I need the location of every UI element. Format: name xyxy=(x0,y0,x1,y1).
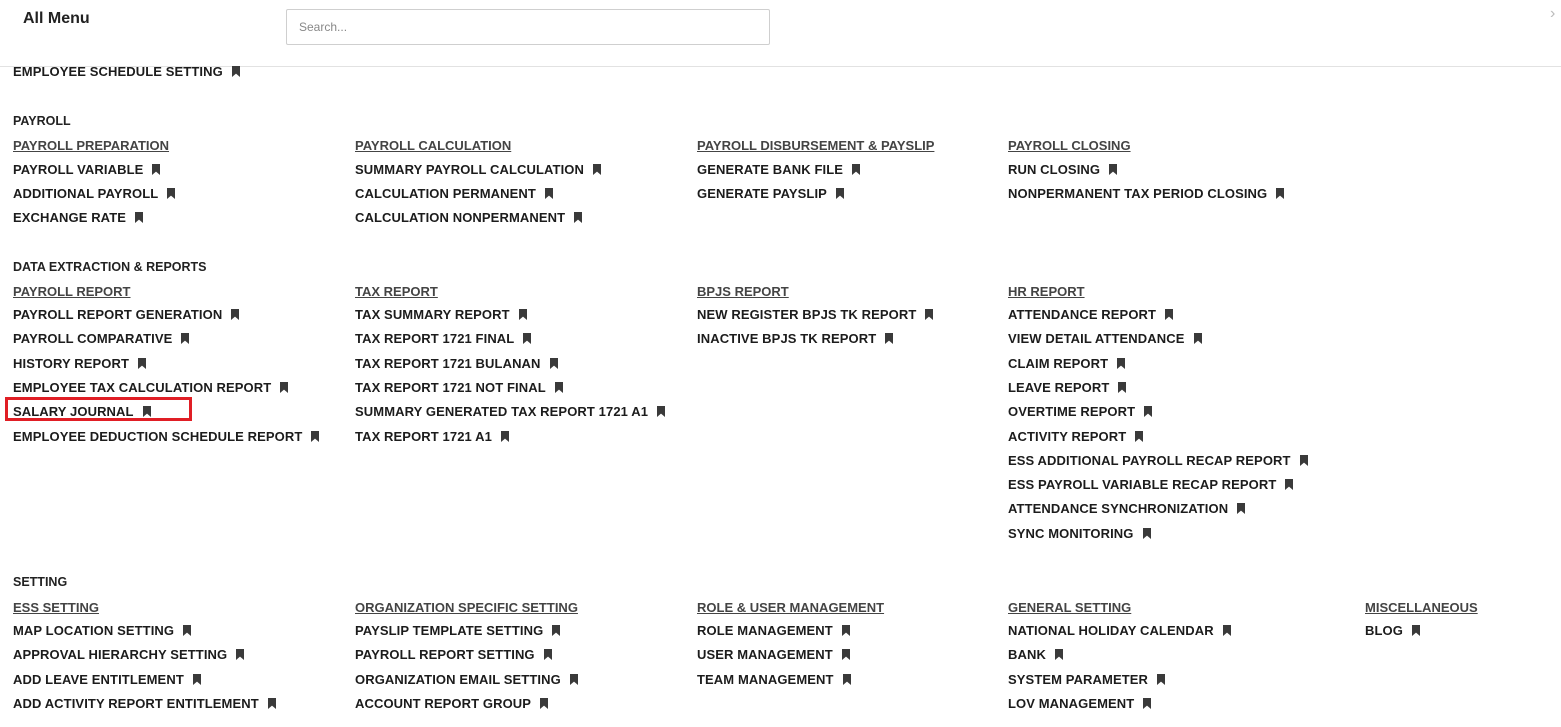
menu-item-additional-payroll[interactable] xyxy=(13,186,175,202)
menu-item-label: SYNC MONITORING xyxy=(1008,526,1134,541)
menu-item-label: INACTIVE BPJS TK REPORT xyxy=(697,331,877,346)
section-title-reports: DATA EXTRACTION & REPORTS xyxy=(13,260,207,274)
section-title-payroll: PAYROLL xyxy=(13,114,71,128)
menu-item-label: PAYROLL REPORT SETTING xyxy=(355,647,535,662)
menu-item-employee-schedule-setting[interactable] xyxy=(13,64,240,80)
menu-item-attendance-synchronization[interactable] xyxy=(1008,501,1245,517)
bookmark-icon[interactable] xyxy=(555,381,563,396)
menu-item-label: LEAVE REPORT xyxy=(1008,380,1110,395)
menu-item-claim-report[interactable] xyxy=(1008,356,1125,372)
menu-item-label: SUMMARY PAYROLL CALCULATION xyxy=(355,162,585,177)
bookmark-icon[interactable] xyxy=(183,624,191,639)
bookmark-icon[interactable] xyxy=(852,163,860,178)
menu-item-label: ATTENDANCE REPORT xyxy=(1008,307,1157,322)
bookmark-icon[interactable] xyxy=(1143,527,1151,542)
menu-item-payroll-report-generation[interactable] xyxy=(13,307,239,323)
menu-item-blog[interactable] xyxy=(1365,623,1420,639)
menu-item-role-management[interactable] xyxy=(697,623,850,639)
menu-item-summary-generated-tax-report-1721-a1[interactable] xyxy=(355,404,665,420)
menu-item-label: ROLE MANAGEMENT xyxy=(697,623,833,638)
menu-item-attendance-report[interactable] xyxy=(1008,307,1173,323)
menu-item-label: BANK xyxy=(1008,647,1046,662)
menu-item-label: NATIONAL HOLIDAY CALENDAR xyxy=(1008,623,1214,638)
menu-item-bank[interactable] xyxy=(1008,647,1063,663)
bookmark-icon[interactable] xyxy=(135,211,143,226)
menu-item-tax-report-1721-a1[interactable] xyxy=(355,429,509,445)
bookmark-icon[interactable] xyxy=(544,648,552,663)
menu-item-label: NEW REGISTER BPJS TK REPORT xyxy=(697,307,917,322)
bookmark-icon[interactable] xyxy=(552,624,560,639)
bookmark-icon[interactable] xyxy=(836,187,844,202)
bookmark-icon[interactable] xyxy=(1300,454,1308,469)
bookmark-icon[interactable] xyxy=(1055,648,1063,663)
menu-item-label: PAYSLIP TEMPLATE SETTING xyxy=(355,623,544,638)
menu-item-team-management[interactable] xyxy=(697,672,851,688)
menu-item-label: GENERATE BANK FILE xyxy=(697,162,844,177)
menu-item-sync-monitoring[interactable] xyxy=(1008,526,1151,542)
menu-item-exchange-rate[interactable] xyxy=(13,210,143,226)
bookmark-icon[interactable] xyxy=(885,332,893,347)
menu-item-label: TAX REPORT 1721 BULANAN xyxy=(355,356,541,371)
bookmark-icon[interactable] xyxy=(593,163,601,178)
menu-item-label: ADD ACTIVITY REPORT ENTITLEMENT xyxy=(13,696,259,711)
highlight-box xyxy=(5,397,192,421)
menu-item-label: MAP LOCATION SETTING xyxy=(13,623,175,638)
menu-item-label: TAX REPORT 1721 NOT FINAL xyxy=(355,380,546,395)
menu-item-payslip-template-setting[interactable] xyxy=(355,623,560,639)
bookmark-icon[interactable] xyxy=(1223,624,1231,639)
bookmark-icon[interactable] xyxy=(550,357,558,372)
menu-item-inactive-bpjs-tk-report[interactable] xyxy=(697,331,893,347)
bookmark-icon[interactable] xyxy=(501,430,509,445)
bookmark-icon[interactable] xyxy=(1194,332,1202,347)
menu-item-system-parameter[interactable] xyxy=(1008,672,1165,688)
menu-item-label: ADD LEAVE ENTITLEMENT xyxy=(13,672,184,687)
menu-item-add-activity-report-entitlement[interactable] xyxy=(13,696,276,712)
menu-item-employee-tax-calculation-report[interactable] xyxy=(13,380,288,396)
menu-item-payroll-report-setting[interactable] xyxy=(355,647,552,663)
bookmark-icon[interactable] xyxy=(1118,381,1126,396)
menu-item-ess-payroll-variable-recap-report[interactable] xyxy=(1008,477,1293,493)
menu-item-lov-management[interactable] xyxy=(1008,696,1151,712)
menu-item-summary-payroll-calculation[interactable] xyxy=(355,162,601,178)
menu-item-tax-report-1721-final[interactable] xyxy=(355,331,531,347)
bookmark-icon[interactable] xyxy=(657,405,665,420)
bookmark-icon[interactable] xyxy=(1117,357,1125,372)
menu-item-label: EXCHANGE RATE xyxy=(13,210,127,225)
bookmark-icon[interactable] xyxy=(540,697,548,712)
menu-item-generate-bank-file[interactable] xyxy=(697,162,860,178)
menu-item-label: USER MANAGEMENT xyxy=(697,647,833,662)
menu-item-employee-deduction-schedule-report[interactable] xyxy=(13,429,319,445)
bookmark-icon[interactable] xyxy=(1165,308,1173,323)
menu-item-label: ADDITIONAL PAYROLL xyxy=(13,186,159,201)
menu-item-label: VIEW DETAIL ATTENDANCE xyxy=(1008,331,1185,346)
menu-item-label: ACTIVITY REPORT xyxy=(1008,429,1127,444)
bookmark-icon[interactable] xyxy=(1412,624,1420,639)
menu-item-run-closing[interactable] xyxy=(1008,162,1117,178)
menu-item-label: APPROVAL HIERARCHY SETTING xyxy=(13,647,228,662)
menu-item-payroll-variable[interactable] xyxy=(13,162,160,178)
category-general-setting[interactable]: GENERAL SETTING xyxy=(1008,600,1132,615)
menu-item-label: RUN CLOSING xyxy=(1008,162,1101,177)
menu-item-label: HISTORY REPORT xyxy=(13,356,130,371)
bookmark-icon[interactable] xyxy=(193,673,201,688)
bookmark-icon[interactable] xyxy=(545,187,553,202)
menu-item-tax-report-1721-not-final[interactable] xyxy=(355,380,563,396)
menu-item-national-holiday-calendar[interactable] xyxy=(1008,623,1231,639)
menu-item-leave-report[interactable] xyxy=(1008,380,1126,396)
menu-item-map-location-setting[interactable] xyxy=(13,623,191,639)
menu-item-nonpermanent-tax-period-closing[interactable] xyxy=(1008,186,1284,202)
menu-item-label: SUMMARY GENERATED TAX REPORT 1721 A1 xyxy=(355,404,649,419)
bookmark-icon[interactable] xyxy=(570,673,578,688)
menu-item-label: PAYROLL REPORT GENERATION xyxy=(13,307,223,322)
menu-item-label: CLAIM REPORT xyxy=(1008,356,1109,371)
page-title: All Menu xyxy=(23,10,90,27)
menu-item-calculation-permanent[interactable] xyxy=(355,186,553,202)
menu-item-label: TEAM MANAGEMENT xyxy=(697,672,834,687)
category-miscellaneous[interactable]: MISCELLANEOUS xyxy=(1365,600,1478,615)
menu-item-label: ESS ADDITIONAL PAYROLL RECAP REPORT xyxy=(1008,453,1291,468)
menu-item-label: CALCULATION NONPERMANENT xyxy=(355,210,566,225)
category-ess-setting[interactable]: ESS SETTING xyxy=(13,600,99,615)
menu-item-label: LOV MANAGEMENT xyxy=(1008,696,1135,711)
menu-item-label: EMPLOYEE SCHEDULE SETTING xyxy=(13,64,223,79)
menu-item-label: TAX REPORT 1721 FINAL xyxy=(355,331,515,346)
menu-item-overtime-report[interactable] xyxy=(1008,404,1152,420)
menu-item-label: BLOG xyxy=(1365,623,1403,638)
menu-item-account-report-group[interactable] xyxy=(355,696,548,712)
bookmark-icon[interactable] xyxy=(519,308,527,323)
menu-item-ess-additional-payroll-recap-report[interactable] xyxy=(1008,453,1308,469)
menu-item-generate-payslip[interactable] xyxy=(697,186,844,202)
category-payroll-closing[interactable]: PAYROLL CLOSING xyxy=(1008,138,1131,153)
category-payroll-disbursement-and-payslip[interactable]: PAYROLL DISBURSEMENT & PAYSLIP xyxy=(697,138,935,153)
menu-item-organization-email-setting[interactable] xyxy=(355,672,578,688)
bookmark-icon[interactable] xyxy=(1285,478,1293,493)
bookmark-icon[interactable] xyxy=(925,308,933,323)
category-hr-report[interactable]: HR REPORT xyxy=(1008,284,1085,299)
menu-item-approval-hierarchy-setting[interactable] xyxy=(13,647,244,663)
menu-item-tax-summary-report[interactable] xyxy=(355,307,527,323)
menu-item-label: CALCULATION PERMANENT xyxy=(355,186,536,201)
menu-item-activity-report[interactable] xyxy=(1008,429,1143,445)
bookmark-icon[interactable] xyxy=(1109,163,1117,178)
menu-item-payroll-comparative[interactable] xyxy=(13,331,189,347)
menu-item-label: TAX SUMMARY REPORT xyxy=(355,307,510,322)
bookmark-icon[interactable] xyxy=(1237,502,1245,517)
bookmark-icon[interactable] xyxy=(1135,430,1143,445)
category-bpjs-report[interactable]: BPJS REPORT xyxy=(697,284,789,299)
menu-item-label: ATTENDANCE SYNCHRONIZATION xyxy=(1008,501,1229,516)
bookmark-icon[interactable] xyxy=(152,163,160,178)
menu-item-label: EMPLOYEE TAX CALCULATION REPORT xyxy=(13,380,272,395)
category-role-and-user-management[interactable]: ROLE & USER MANAGEMENT xyxy=(697,600,885,615)
category-tax-report[interactable]: TAX REPORT xyxy=(355,284,438,299)
menu-item-add-leave-entitlement[interactable] xyxy=(13,672,201,688)
bookmark-icon[interactable] xyxy=(523,332,531,347)
menu-item-label: TAX REPORT 1721 A1 xyxy=(355,429,492,444)
bookmark-icon[interactable] xyxy=(167,187,175,202)
bookmark-icon[interactable] xyxy=(268,697,276,712)
menu-item-history-report[interactable] xyxy=(13,356,146,372)
menu-item-label: NONPERMANENT TAX PERIOD CLOSING xyxy=(1008,186,1268,201)
menu-item-label: ESS PAYROLL VARIABLE RECAP REPORT xyxy=(1008,477,1277,492)
menu-item-label: ORGANIZATION EMAIL SETTING xyxy=(355,672,561,687)
bookmark-icon[interactable] xyxy=(1143,697,1151,712)
menu-item-new-register-bpjs-tk-report[interactable] xyxy=(697,307,933,323)
menu-item-calculation-nonpermanent[interactable] xyxy=(355,210,582,226)
bookmark-icon[interactable] xyxy=(181,332,189,347)
bookmark-icon[interactable] xyxy=(231,308,239,323)
menu-item-view-detail-attendance[interactable] xyxy=(1008,331,1202,347)
bookmark-icon[interactable] xyxy=(1276,187,1284,202)
bookmark-icon[interactable] xyxy=(1157,673,1165,688)
category-organization-specific-setting[interactable]: ORGANIZATION SPECIFIC SETTING xyxy=(355,600,578,615)
menu-item-label: SYSTEM PARAMETER xyxy=(1008,672,1149,687)
bookmark-icon[interactable] xyxy=(574,211,582,226)
menu-item-label: PAYROLL COMPARATIVE xyxy=(13,331,173,346)
section-title-setting: SETTING xyxy=(13,575,68,589)
menu-item-label: OVERTIME REPORT xyxy=(1008,404,1136,419)
close-icon[interactable]: › xyxy=(1550,5,1556,22)
bookmark-icon[interactable] xyxy=(138,357,146,372)
menu-item-label: EMPLOYEE DEDUCTION SCHEDULE REPORT xyxy=(13,429,303,444)
menu-item-tax-report-1721-bulanan[interactable] xyxy=(355,356,558,372)
category-payroll-calculation[interactable]: PAYROLL CALCULATION xyxy=(355,138,512,153)
category-payroll-report[interactable]: PAYROLL REPORT xyxy=(13,284,131,299)
bookmark-icon[interactable] xyxy=(311,430,319,445)
bookmark-icon[interactable] xyxy=(236,648,244,663)
menu-item-label: ACCOUNT REPORT GROUP xyxy=(355,696,532,711)
bookmark-icon[interactable] xyxy=(1144,405,1152,420)
menu-item-label: PAYROLL VARIABLE xyxy=(13,162,144,177)
bookmark-icon[interactable] xyxy=(842,648,850,663)
bookmark-icon[interactable] xyxy=(232,65,240,80)
bookmark-icon[interactable] xyxy=(843,673,851,688)
bookmark-icon[interactable] xyxy=(280,381,288,396)
menu-item-user-management[interactable] xyxy=(697,647,850,663)
bookmark-icon[interactable] xyxy=(842,624,850,639)
category-payroll-preparation[interactable]: PAYROLL PREPARATION xyxy=(13,138,170,153)
menu-item-label: SALARY JOURNAL xyxy=(13,404,134,419)
menu-item-label: GENERATE PAYSLIP xyxy=(697,186,827,201)
